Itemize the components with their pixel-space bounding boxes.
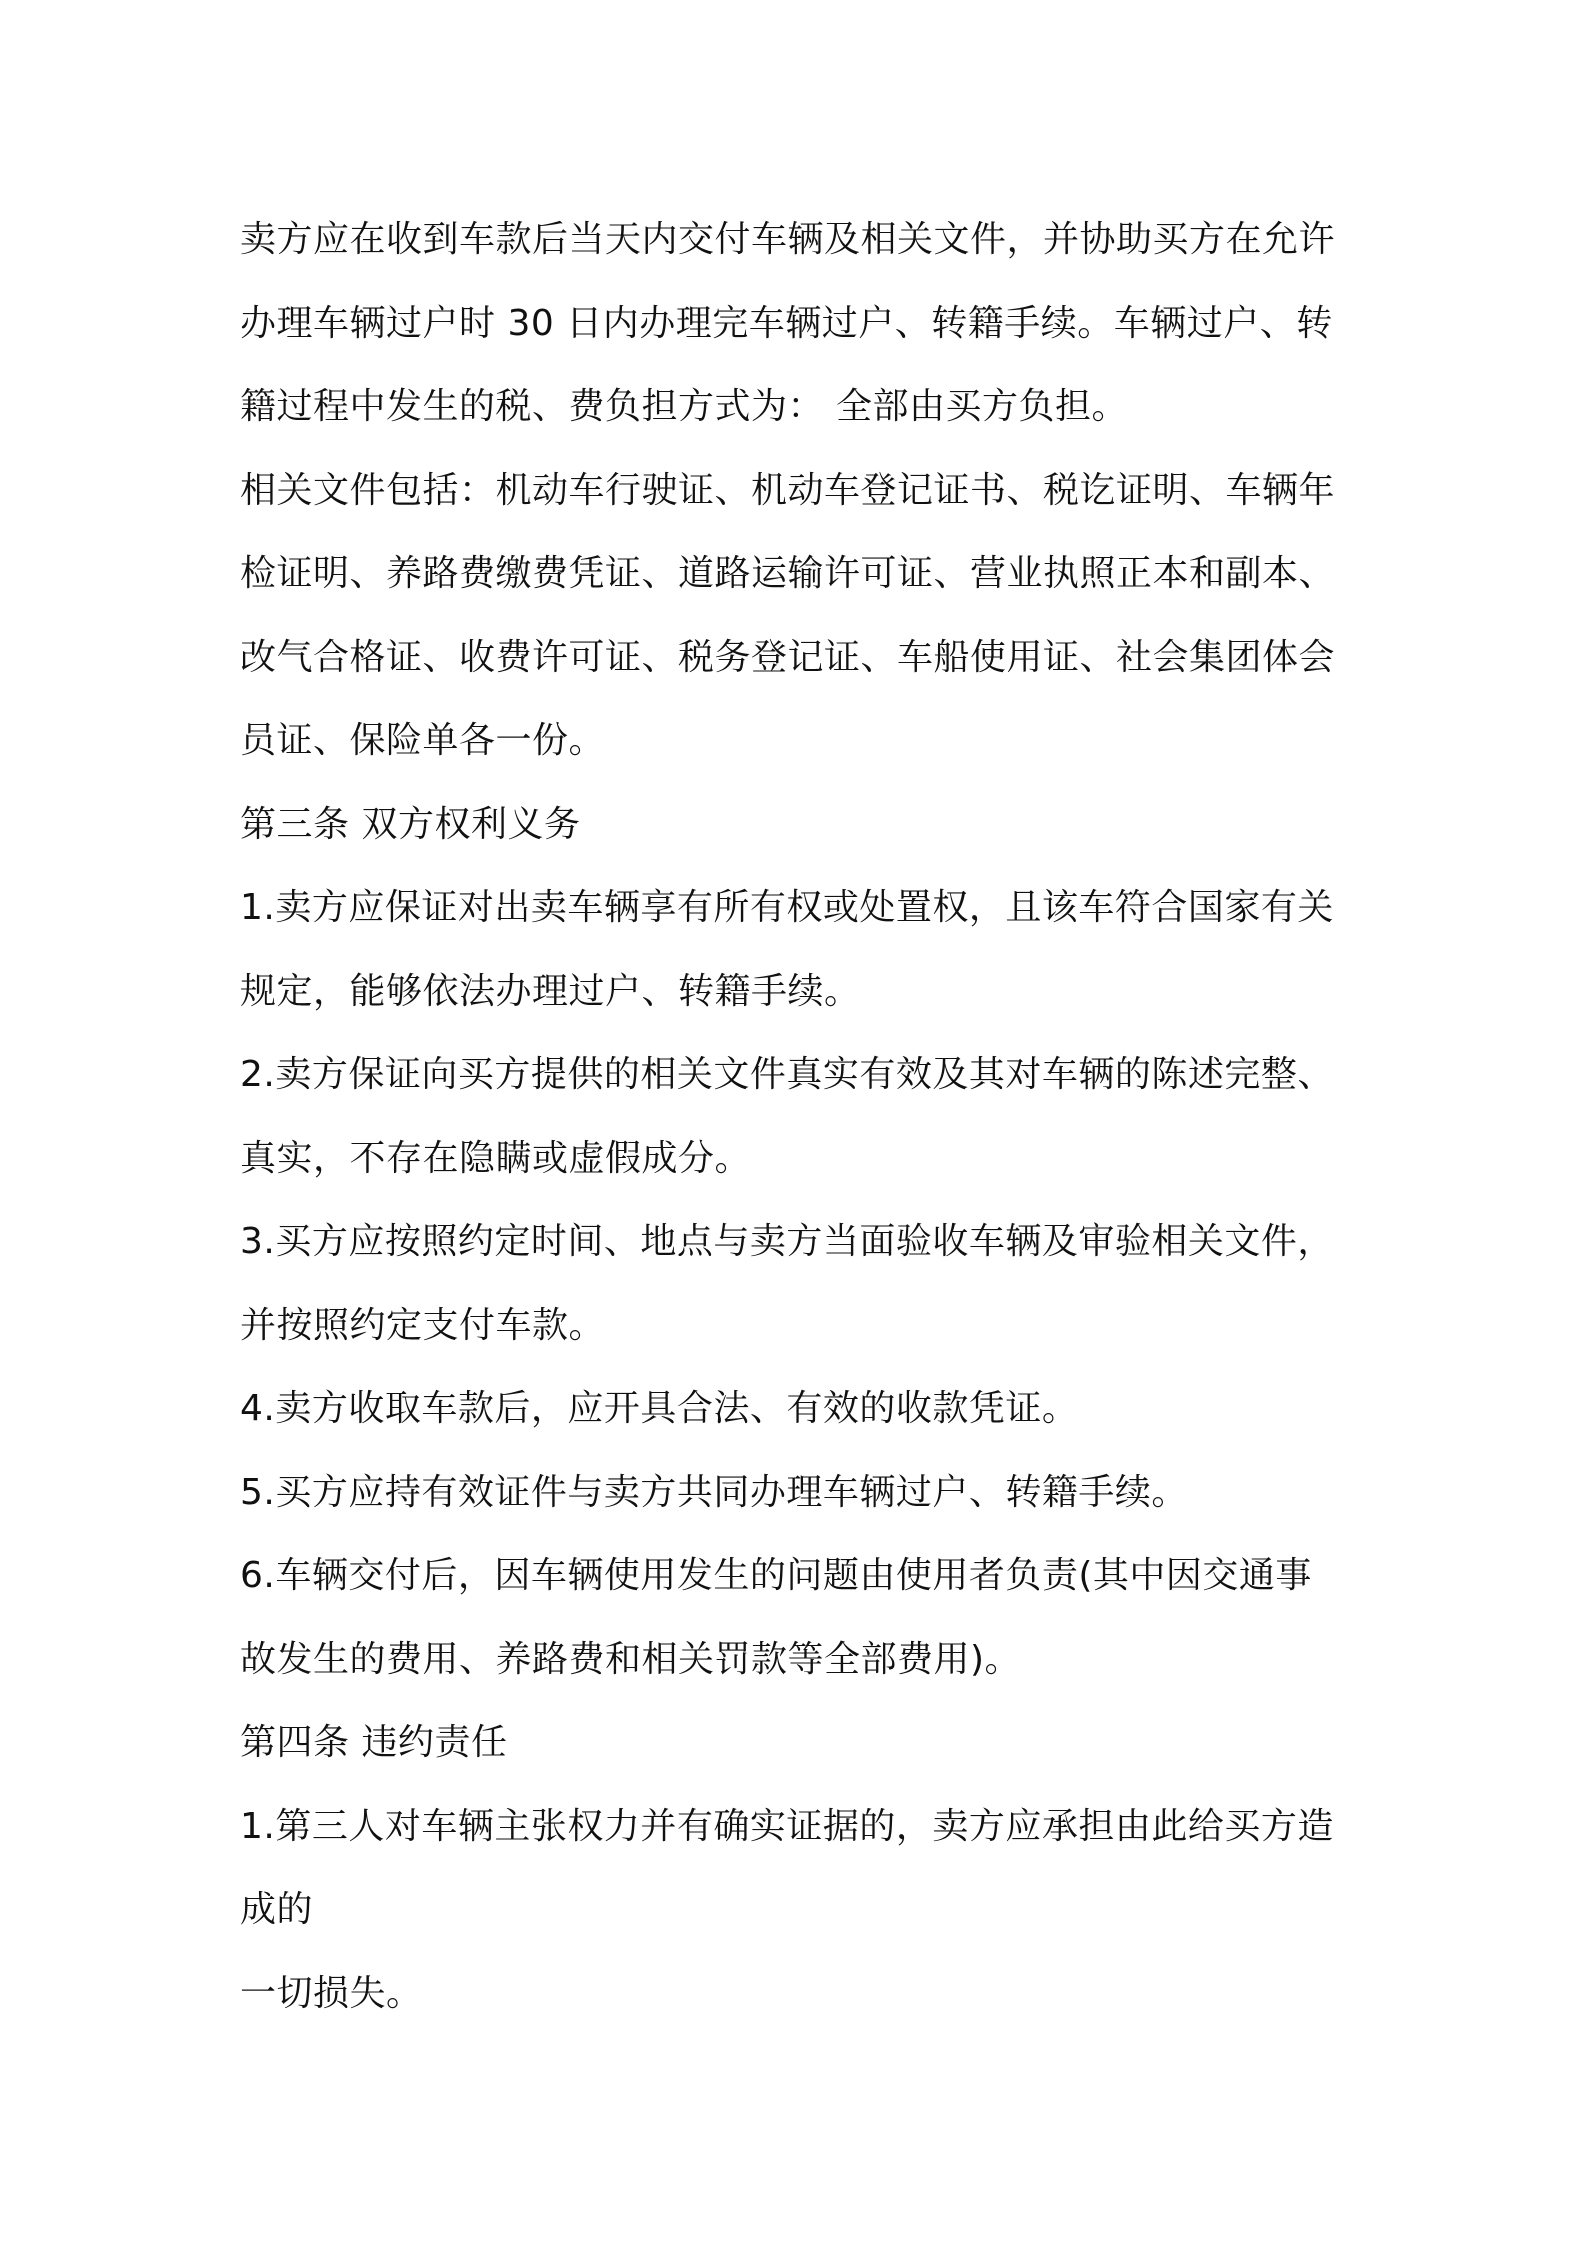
paragraph-line: 故发生的费用、养路费和相关罚款等全部费用)。 bbox=[240, 1638, 1022, 1680]
paragraph-line: 3.买方应按照约定时间、地点与卖方当面验收车辆及审验相关文件， bbox=[240, 1221, 1334, 1262]
paragraph-line: 卖方应在收到车款后当天内交付车辆及相关文件，并协助买方在允许 bbox=[240, 219, 1336, 260]
paragraph-line: 一切损失。 bbox=[240, 1972, 423, 2014]
paragraph-line: 籍过程中发生的税、费负担方式为： 全部由买方负担。 bbox=[240, 386, 1128, 427]
paragraph-line: 规定，能够依法办理过户、转籍手续。 bbox=[240, 970, 861, 1012]
paragraph-line: 真实，不存在隐瞒或虚假成分。 bbox=[240, 1137, 752, 1179]
document-page bbox=[240, 198, 1360, 2035]
paragraph-line: 2.卖方保证向买方提供的相关文件真实有效及其对车辆的陈述完整、 bbox=[240, 1054, 1334, 1095]
paragraph-line: 办理车辆过户时 30 日内办理完车辆过户、转籍手续。车辆过户、转 bbox=[240, 302, 1333, 344]
section-heading: 第三条 双方权利义务 bbox=[240, 803, 581, 845]
paragraph-line: 5.买方应持有效证件与卖方共同办理车辆过户、转籍手续。 bbox=[240, 1471, 1188, 1513]
paragraph-line: 成的 bbox=[240, 1889, 314, 1930]
paragraph-line: 1.卖方应保证对出卖车辆享有所有权或处置权，且该车符合国家有关 bbox=[240, 887, 1334, 928]
paragraph-line: 员证、保险单各一份。 bbox=[240, 720, 606, 761]
paragraph-line: 相关文件包括：机动车行驶证、机动车登记证书、税讫证明、车辆年 bbox=[240, 469, 1336, 511]
section-heading: 第四条 违约责任 bbox=[240, 1722, 508, 1763]
paragraph-line: 4.卖方收取车款后，应开具合法、有效的收款凭证。 bbox=[240, 1388, 1079, 1429]
paragraph-line: 检证明、养路费缴费凭证、道路运输许可证、营业执照正本和副本、 bbox=[240, 553, 1336, 594]
paragraph-line: 1.第三人对车辆主张权力并有确实证据的，卖方应承担由此给买方造 bbox=[240, 1805, 1334, 1847]
paragraph-line: 并按照约定支付车款。 bbox=[240, 1304, 606, 1346]
paragraph-line: 改气合格证、收费许可证、税务登记证、车船使用证、社会集团体会 bbox=[240, 636, 1336, 678]
paragraph-line: 6.车辆交付后，因车辆使用发生的问题由使用者负责(其中因交通事 bbox=[240, 1555, 1312, 1596]
